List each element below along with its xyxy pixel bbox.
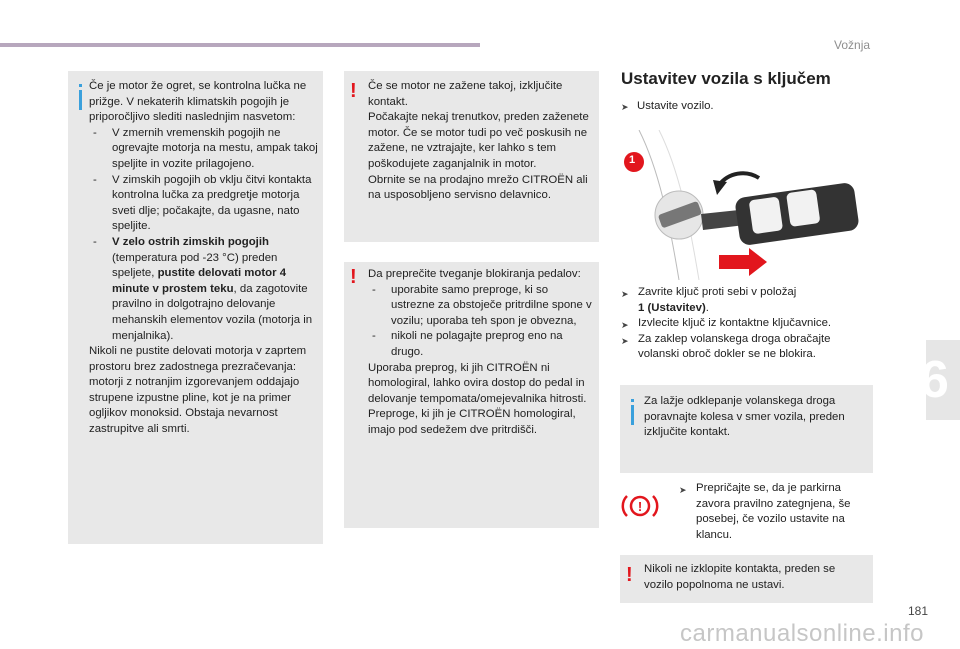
key-illustration	[619, 130, 872, 280]
list-item: - nikoli ne polagajte preprog eno na drugo.	[368, 329, 594, 360]
info-icon	[79, 90, 82, 110]
paragraph: Za lažje odklepanje volanskega droga poravnajte kolesa v smer vozila, preden izključite kontakt.	[644, 395, 845, 439]
chapter-number: 6	[920, 351, 949, 409]
text: , da zagotovite pravilno in dolgotrajno delovanje mehanskih elementov vozila (motorja in menjalnika).	[112, 282, 313, 342]
watermark: carmanualsonline.info	[680, 620, 924, 647]
list-item: - V zmernih vremenskih pogojih ne ogrevajte motorja na mestu, ampak takoj speljite in vozite prilagojeno.	[89, 126, 321, 173]
text: Izvlecite ključ iz kontaktne ključavnice.	[638, 317, 832, 330]
bold-text: V zelo ostrih zimskih pogojih	[112, 235, 269, 248]
parking-brake-icon	[620, 490, 660, 522]
header-bar	[0, 43, 480, 47]
section-title: Vožnja	[834, 38, 871, 52]
paragraph: Uporaba preprog, ki jih CITROËN ni homologiral, lahko ovira dostop do pedal in delovanje tempomata/omejevalnika hitrosti.	[368, 361, 587, 405]
warning-box-mats	[344, 262, 599, 528]
bold-text: pustite delovati motor 4 minute v prostem teku	[112, 267, 287, 295]
chevron-icon: ➤	[679, 485, 687, 495]
chevron-icon: ➤	[621, 102, 629, 112]
info-box-engine	[68, 71, 323, 544]
paragraph: Preproge, ki jih je CITROËN homologiral, imajo pod sedežem dve pritrdišči.	[368, 408, 576, 436]
info-icon	[631, 405, 634, 425]
step-turn-key	[621, 285, 861, 316]
paragraph: Da preprečite tveganje blokiranja pedalov:	[368, 268, 581, 280]
warning-box-ignition	[620, 555, 873, 603]
step-stop: Ustavite vozilo.	[637, 100, 714, 112]
page-number: 181	[908, 604, 929, 618]
paragraph: Obrnite se na prodajno mrežo CITROËN ali na usposobljeno servisno delavnico.	[368, 173, 588, 202]
text: Za zaklep volanskega droga obračajte volanski obroč dokler se ne blokira.	[638, 332, 831, 361]
warning-icon: !	[350, 80, 357, 102]
step-lock-steering	[621, 332, 861, 363]
paragraph: Počakajte nekaj trenutkov, preden zaženete motor. Če se motor tudi po več poskusih ne zažene, ne vztrajajte, ker lahko s tem poškodujete zaganjalnik in motor.	[368, 111, 589, 170]
step-remove-key	[621, 316, 861, 332]
ignition-key-icon	[619, 130, 872, 280]
paragraph: Prepričajte se, da je parkirna zavora pravilno zategnjena, še posebej, če vozilo ustavite na klancu.	[696, 482, 851, 541]
callout-number: 1	[629, 154, 636, 166]
paragraph: Nikoli ne izklopite kontakta, preden se vozilo popolnoma ne ustavi.	[644, 563, 836, 591]
brake-note	[620, 476, 873, 551]
paragraph: Če se motor ne zažene takoj, izključite kontakt.	[368, 80, 563, 108]
warning-icon: !	[350, 266, 357, 288]
page-heading: Ustavitev vozila s ključem	[621, 69, 831, 88]
chevron-icon: ➤	[621, 335, 629, 346]
warning-box-start	[344, 71, 599, 242]
info-box-steering	[620, 385, 873, 473]
list-item: - V zimskih pogojih ob vklju čitvi kontakta kontrolna lučka za predgretje motorja sveti dlje; počakajte, da ugasne, nato speljite.	[89, 173, 321, 235]
svg-text:!: !	[637, 499, 643, 514]
list-item: - uporabite samo preproge, ki so ustrezne za obstoječe pritrdilne spone v vozilu; uporaba teh spon je obvezna,	[368, 283, 594, 330]
bold-text: 1 (Ustavitev)	[638, 301, 706, 314]
chevron-icon: ➤	[621, 289, 629, 299]
chapter-tab	[920, 340, 960, 420]
list-item	[89, 235, 321, 344]
text: Zavrite ključ proti sebi v položaj	[638, 286, 797, 298]
engine-outro: Nikoli ne pustite delovati motorja v zaprtem prostoru brez zadostnega prezračevanja: motorji z notranjim izgorevanjem oddajajo strupene izpustne pline, kot je na primer ogljikov monoksid. Obstaja nevarnost zastrupitve ali smrti.	[89, 345, 307, 436]
warning-icon: !	[626, 564, 633, 586]
text: (temperatura pod -23 °C) preden speljete,	[112, 251, 278, 280]
text: .	[705, 301, 709, 314]
chevron-icon: ➤	[621, 320, 629, 331]
engine-intro: Če je motor že ogret, se kontrolna lučka ne prižge. V nekaterih klimatskih pogojih je priporočljivo slediti naslednjim nasvetom:	[89, 80, 307, 124]
